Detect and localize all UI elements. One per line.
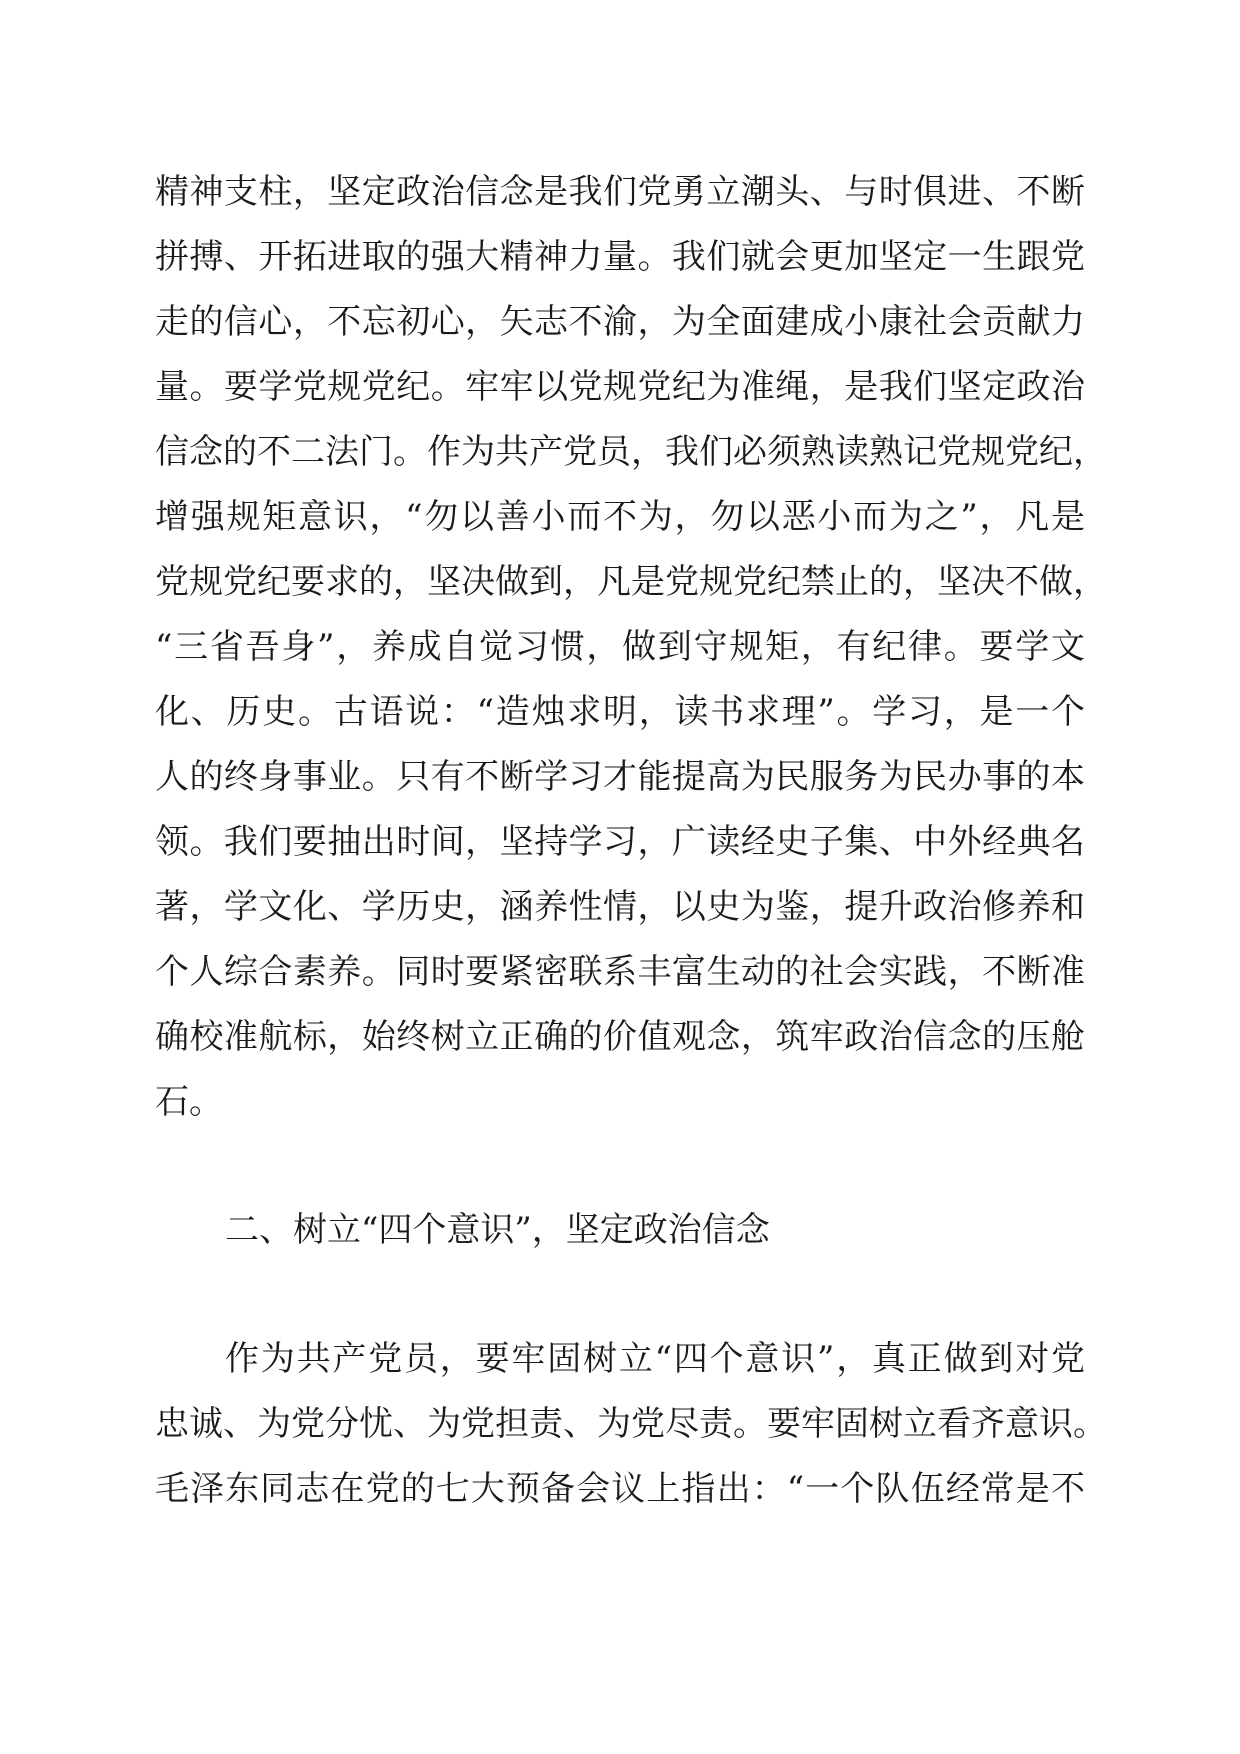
body-text-line: 走的信心，不忘初心，矢志不渝，为全面建成小康社会贡献力 [155,302,1085,342]
body-text-line: 确校准航标，始终树立正确的价值观念，筑牢政治信念的压舱 [155,1017,1085,1057]
body-text-line: 石。 [155,1082,223,1122]
body-text-line: “三省吾身”，养成自觉习惯，做到守规矩，有纪律。要学文 [155,627,1085,667]
body-text-line: 量。要学党规党纪。牢牢以党规党纪为准绳，是我们坚定政治 [155,367,1085,407]
body-text-line: 领。我们要抽出时间，坚持学习，广读经史子集、中外经典名 [155,822,1085,862]
body-text-line: 信念的不二法门。作为共产党员，我们必须熟读熟记党规党纪， [155,432,1107,472]
body-text-line: 拼搏、开拓进取的强大精神力量。我们就会更加坚定一生跟党 [155,237,1085,277]
body-text-line: 毛泽东同志在党的七大预备会议上指出：“一个队伍经常是不 [155,1469,1085,1509]
body-text-line: 化、历史。古语说：“造烛求明，读书求理”。学习，是一个 [155,692,1085,732]
body-text-line: 人的终身事业。只有不断学习才能提高为民服务为民办事的本 [155,757,1085,797]
body-text-line: 增强规矩意识，“勿以善小而不为，勿以恶小而为之”，凡是 [155,497,1085,537]
body-text-line: 个人综合素养。同时要紧密联系丰富生动的社会实践，不断准 [155,952,1085,992]
body-text-line: 精神支柱，坚定政治信念是我们党勇立潮头、与时俱进、不断 [155,172,1085,212]
body-text-line: 党规党纪要求的，坚决做到，凡是党规党纪禁止的，坚决不做， [155,562,1107,602]
body-text-line: 作为共产党员，要牢固树立“四个意识”，真正做到对党 [225,1339,1085,1379]
section-heading: 二、树立“四个意识”，坚定政治信念 [225,1210,770,1250]
body-text-line: 著，学文化、学历史，涵养性情，以史为鉴，提升政治修养和 [155,887,1085,927]
body-text-line: 忠诚、为党分忧、为党担责、为党尽责。要牢固树立看齐意识。 [155,1404,1107,1444]
